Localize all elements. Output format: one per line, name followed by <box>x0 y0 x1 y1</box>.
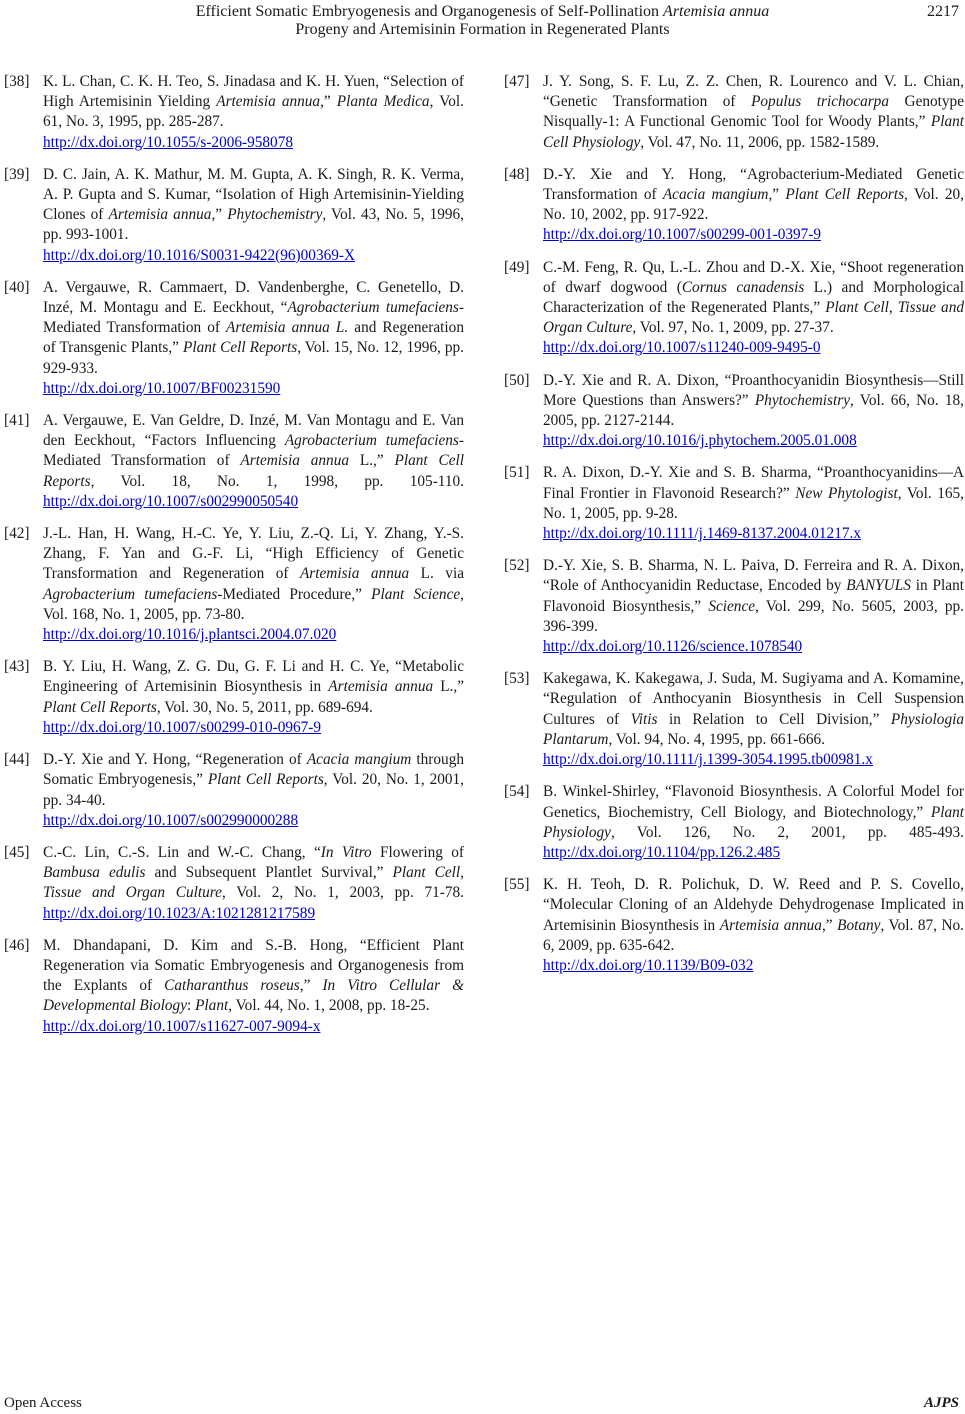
ref-italic: Artemisia annua <box>240 452 349 470</box>
ref-journal: Plant Cell Reports <box>182 339 298 357</box>
page-number: 2217 <box>927 3 959 20</box>
doi-link[interactable]: http://dx.doi.org/10.1111/j.1469-8137.2004.01217.x <box>543 525 861 543</box>
reference-number: [43] <box>4 658 30 676</box>
ref-journal: Plant <box>195 997 229 1015</box>
ref-text: , Vol. 66, No. 18, 2005, pp. 2127-2144. <box>543 391 964 430</box>
ref-italic: Acacia mangium <box>662 186 769 204</box>
doi-link[interactable]: http://dx.doi.org/10.1023/A:1021281217589 <box>43 904 316 922</box>
ref-journal: Plant Physiology <box>543 803 964 841</box>
ref-italic: Artemisia annua <box>719 916 822 934</box>
ref-text: ,” <box>320 93 337 111</box>
ref-text: ,” <box>821 916 838 934</box>
ref-text: , Vol. 168, No. 1, 2005, pp. 73-80. <box>43 585 464 623</box>
ref-journal: Tissue and Organ Culture <box>543 299 964 337</box>
ref-journal: Plant Cell Reports <box>207 771 324 789</box>
ref-italic: Artemisia annua L. <box>226 319 349 337</box>
ref-journal: Phytochemistry <box>754 391 850 409</box>
doi-link[interactable]: http://dx.doi.org/10.1104/pp.126.2.485 <box>543 843 781 861</box>
header-title-text: Efficient Somatic Embryogenesis and Organogenesis of Self-Pollination <box>195 3 664 20</box>
ref-text: and Regeneration of Transgenic Plants,” <box>43 319 464 357</box>
ref-text: through Somatic Embryogenesis,” <box>43 751 464 789</box>
ref-italic: Vitis <box>630 710 658 728</box>
ref-italic: Catharanthus roseus <box>164 977 300 995</box>
ref-italic: Artemisia annua <box>299 565 410 583</box>
ref-text: , Vol. 15, No. 12, 1996, pp. 929-933. <box>43 339 465 377</box>
footer-journal-abbrev: AJPS <box>923 1395 959 1411</box>
reference-47 <box>504 72 964 153</box>
reference-number: [55] <box>504 876 530 894</box>
ref-text: ,” <box>211 206 228 224</box>
ref-italic: In Vitro <box>320 843 372 861</box>
ref-journal: Botany <box>837 916 881 934</box>
reference-number: [48] <box>504 165 530 183</box>
reference-number: [54] <box>504 783 530 801</box>
header-title-italic: Artemisia annua <box>663 3 770 20</box>
header-title-line1 <box>0 2 965 22</box>
reference-51 <box>504 463 964 544</box>
reference-number: [38] <box>4 73 30 90</box>
ref-text: , Vol. 165, No. 1, 2005, pp. 9-28. <box>543 484 965 522</box>
ref-journal: Plant Cell <box>392 864 461 882</box>
ref-text: , Vol. 87, No. 6, 2009, pp. 635-642. <box>543 916 964 954</box>
ref-italic: BANYULS <box>846 577 911 595</box>
ref-text: L. via <box>409 565 464 583</box>
ref-text: B. Y. Liu, H. Wang, Z. G. Du, G. F. Li and H. C. Ye, “Metabolic Engineering of Artemisinin Biosynthesis in <box>43 658 464 696</box>
doi-link[interactable]: http://dx.doi.org/10.1126/science.1078540 <box>543 638 803 656</box>
reference-50 <box>504 371 964 452</box>
ref-journal: Science <box>708 597 756 615</box>
right-column <box>504 72 964 988</box>
ref-text: , Vol. 94, No. 4, 1995, pp. 661-666. <box>608 730 826 748</box>
doi-link[interactable]: http://dx.doi.org/10.1016/j.phytochem.2005.01.008 <box>543 432 857 450</box>
ref-text: , Vol. 299, No. 5605, 2003, pp. 396-399. <box>543 597 964 635</box>
reference-40 <box>4 278 464 399</box>
ref-text: Genotype Nisqually-1: A Functional Genomic Tool for Woody Plants,” <box>543 93 964 131</box>
reference-number: [45] <box>4 843 30 861</box>
reference-49 <box>504 258 964 359</box>
doi-link[interactable]: http://dx.doi.org/10.1007/s11627-007-9094-x <box>43 1017 321 1035</box>
ref-text: L.) and Morphological Characterization of the Regenerated Plants,” <box>543 278 964 317</box>
ref-text: , <box>888 299 898 317</box>
reference-41 <box>4 411 464 512</box>
ref-text: in Plant Flavonoid Biosynthesis,” <box>543 577 964 615</box>
reference-45 <box>4 843 464 924</box>
reference-number: [53] <box>504 670 530 688</box>
doi-link[interactable]: http://dx.doi.org/10.1111/j.1399-3054.1995.tb00981.x <box>543 751 873 769</box>
ref-text: , <box>460 864 464 882</box>
ref-text: and Subsequent Plantlet Survival,” <box>145 864 393 882</box>
ref-journal: Physiologia Plantarum <box>543 710 964 748</box>
reference-number: [49] <box>504 258 530 276</box>
ref-journal: Plant Cell <box>825 299 889 317</box>
reference-number: [39] <box>4 165 30 183</box>
ref-text: -Mediated Transformation of <box>43 432 464 470</box>
reference-44 <box>4 750 464 831</box>
ref-text: M. Dhandapani, D. Kim and S.-B. Hong, “Efficient Plant Regeneration via Somatic Embryogenesis and Organogenesis from the Explants of <box>43 936 464 995</box>
ref-text: J. Y. Song, S. F. Lu, Z. Z. Chen, R. Lourenco and V. L. Chian, “Genetic Transformation of <box>543 73 964 111</box>
ref-italic: Agrobacterium tumefaciens <box>284 432 459 450</box>
reference-number: [44] <box>4 751 30 769</box>
doi-link[interactable]: http://dx.doi.org/10.1139/B09-032 <box>543 956 754 974</box>
ref-text: L.,” <box>433 678 464 696</box>
ref-italic: Agrobacterium tumefaciens <box>43 585 218 603</box>
ref-text: J.-L. Han, H. Wang, H.-C. Ye, Y. Liu, Z.-Q. Li, Y. Zhang, Y.-S. Zhang, F. Yan and G.-F. Li, “High Efficiency of Genetic Transformation and Regeneration of <box>43 525 464 583</box>
reference-number: [52] <box>504 557 530 575</box>
reference-46 <box>4 936 464 1037</box>
ref-journal: In Vitro Cellular & Developmental Biology <box>43 977 464 1015</box>
reference-number: [50] <box>504 371 530 389</box>
reference-39 <box>4 165 464 266</box>
reference-42 <box>4 524 464 645</box>
ref-text: , Vol. 20, No. 10, 2002, pp. 917-922. <box>543 186 964 224</box>
ref-text: -Mediated Procedure,” <box>217 585 372 603</box>
ref-italic: Populus trichocarpa <box>751 93 889 111</box>
reference-number: [42] <box>4 525 30 543</box>
ref-text: D.-Y. Xie and Y. Hong, “Regeneration of <box>43 751 307 769</box>
ref-text: R. A. Dixon, D.-Y. Xie and S. B. Sharma, “Proanthocyanidins—A Final Frontier in Flavonoid Research?” <box>543 464 964 502</box>
reference-48 <box>504 165 964 246</box>
ref-text: , Vol. 97, No. 1, 2009, pp. 27-37. <box>632 319 834 337</box>
ref-text: D. C. Jain, A. K. Mathur, M. M. Gupta, A. K. Singh, R. K. Verma, A. P. Gupta and S. Kumar, “Isolation of High Artemisinin-Yielding Clones of <box>43 165 464 224</box>
left-column <box>4 72 464 1049</box>
ref-text: -Mediated Transformation of <box>43 299 464 337</box>
ref-text: Flowering of <box>371 843 465 861</box>
doi-link[interactable]: http://dx.doi.org/10.1016/S0031-9422(96)00369-X <box>43 246 356 264</box>
ref-journal: Plant Cell Reports <box>43 698 157 716</box>
ref-italic: Artemisia annua <box>216 93 321 111</box>
ref-italic: Cornus canadensis <box>681 278 805 296</box>
ref-text: , Vol. 126, No. 2, 2001, pp. 485-493. <box>610 823 964 841</box>
ref-text: , Vol. 43, No. 5, 1996, pp. 993-1001. <box>43 206 464 244</box>
doi-link[interactable]: http://dx.doi.org/10.1007/s00299-001-0397-9 <box>543 226 822 244</box>
ref-journal: Planta Medica <box>336 93 430 111</box>
reference-number: [51] <box>504 464 530 482</box>
ref-text: , Vol. 2, No. 1, 2003, pp. 71-78. <box>221 884 464 902</box>
ref-text: , Vol. 47, No. 11, 2006, pp. 1582-1589. <box>640 133 880 151</box>
ref-text: , Vol. 30, No. 5, 2011, pp. 689-694. <box>156 698 373 716</box>
doi-link[interactable]: http://dx.doi.org/10.1007/s002990000288 <box>43 811 299 829</box>
reference-55 <box>504 875 964 976</box>
ref-text: C.-C. Lin, C.-S. Lin and W.-C. Chang, “ <box>43 843 321 861</box>
ref-italic: Artemisia annua <box>108 206 212 224</box>
ref-text: D.-Y. Xie and R. A. Dixon, “Proanthocyanidin Biosynthesis—Still More Questions than Answers?” <box>543 371 964 409</box>
ref-text: A. Vergauwe, E. Van Geldre, D. Inzé, M. Van Montagu and E. Van den Eeckhout, “Factors Influencing <box>43 412 464 450</box>
footer-open-access: Open Access <box>4 1395 82 1411</box>
reference-38 <box>4 72 464 153</box>
ref-italic: Artemisia annua <box>328 678 434 696</box>
ref-text: ,” <box>768 186 786 204</box>
ref-italic: Bambusa edulis <box>43 864 146 882</box>
ref-text: in Relation to Cell Division,” <box>657 710 891 728</box>
ref-text: D.-Y. Xie and Y. Hong, “Agrobacterium-Mediated Genetic Transformation of <box>543 165 964 204</box>
ref-text: A. Vergauwe, R. Cammaert, D. Vandenberghe, C. Genetello, D. Inzé, M. Montagu and E. Eeckhout, “ <box>43 278 464 317</box>
ref-text: Kakegawa, K. Kakegawa, J. Suda, M. Sugiyama and A. Komamine, “Regulation of Anthocyanin Biosynthesis in Cell Suspension Cultures of <box>543 670 964 728</box>
ref-text: : <box>187 997 196 1015</box>
doi-link[interactable]: http://dx.doi.org/10.1007/s00299-010-0967-9 <box>43 718 322 736</box>
ref-text: , Vol. 20, No. 1, 2001, pp. 34-40. <box>43 771 465 809</box>
ref-text: C.-M. Feng, R. Qu, L.-L. Zhou and D.-X. Xie, “Shoot regeneration of dwarf dogwood ( <box>543 258 964 296</box>
reference-number: [41] <box>4 412 30 430</box>
ref-text: , Vol. 61, No. 3, 1995, pp. 285-287. <box>43 93 465 131</box>
reference-52 <box>504 556 964 657</box>
reference-number: [47] <box>504 73 530 90</box>
reference-54 <box>504 782 964 863</box>
ref-text: L.,” <box>349 452 395 470</box>
ref-journal: Plant Cell Reports <box>43 452 464 490</box>
ref-journal: Tissue and Organ Culture <box>43 884 222 902</box>
doi-link[interactable]: http://dx.doi.org/10.1007/s11240-009-9495-0 <box>543 339 821 357</box>
ref-journal: Phytochemistry <box>227 206 323 224</box>
ref-journal: Plant Cell Reports <box>785 186 905 204</box>
ref-text: , Vol. 18, No. 1, 1998, pp. 105-110. <box>90 472 464 490</box>
ref-italic: Acacia mangium <box>306 751 412 769</box>
reference-43 <box>4 657 464 738</box>
ref-journal: Plant Science <box>371 585 461 603</box>
ref-text: B. Winkel-Shirley, “Flavonoid Biosynthesis. A Colorful Model for Genetics, Biochemistry, Cell Biology, and Biotechnology,” <box>543 783 964 821</box>
running-header <box>0 0 965 40</box>
reference-number: [46] <box>4 936 30 954</box>
doi-link[interactable]: http://dx.doi.org/10.1016/j.plantsci.2004.07.020 <box>43 626 337 644</box>
ref-journal: New Phytologist <box>795 484 898 502</box>
reference-number: [40] <box>4 278 30 296</box>
doi-link[interactable]: http://dx.doi.org/10.1007/s002990050540 <box>43 492 299 510</box>
ref-text: ,” <box>299 977 323 995</box>
ref-text: , Vol. 44, No. 1, 2008, pp. 18-25. <box>228 997 430 1015</box>
ref-text: K. H. Teoh, D. R. Polichuk, D. W. Reed and P. S. Covello, “Molecular Cloning of an Aldehyde Dehydrogenase Implicated in Artemisinin Biosynthesis in <box>543 876 964 934</box>
ref-text: D.-Y. Xie, S. B. Sharma, N. L. Paiva, D. Ferreira and R. A. Dixon, “Role of Anthocyanidin Reductase, Encoded by <box>543 557 964 595</box>
header-title-line2: Progeny and Artemisinin Formation in Regenerated Plants <box>295 21 670 38</box>
ref-text: K. L. Chan, C. K. H. Teo, S. Jinadasa and K. H. Yuen, “Selection of High Artemisinin Yielding <box>43 73 464 111</box>
doi-link[interactable]: http://dx.doi.org/10.1055/s-2006-958078 <box>43 133 293 151</box>
ref-italic: Agrobacterium tumefaciens <box>287 299 459 317</box>
doi-link[interactable]: http://dx.doi.org/10.1007/BF00231590 <box>43 379 281 397</box>
reference-53 <box>504 669 964 770</box>
ref-journal: Plant Cell Physiology <box>543 113 964 151</box>
